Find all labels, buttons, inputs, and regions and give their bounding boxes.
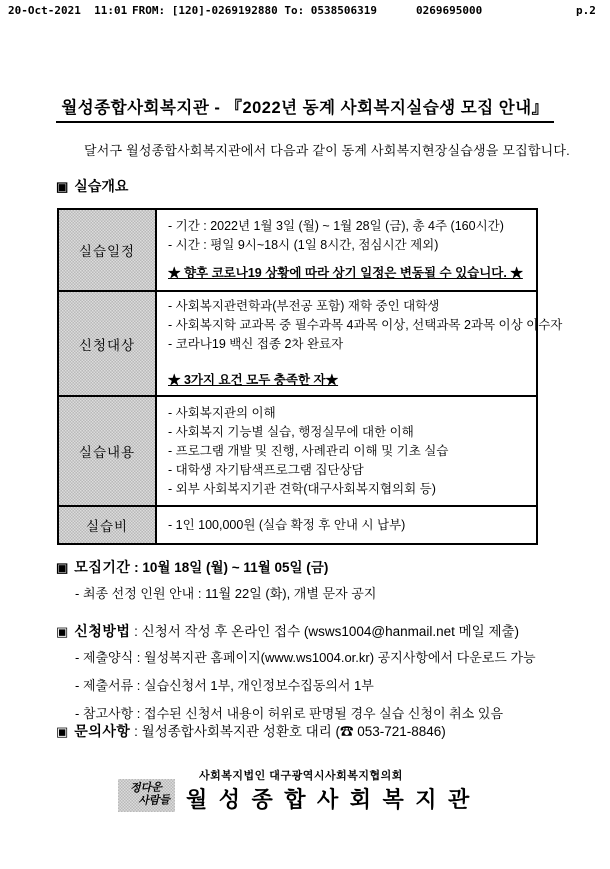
organization-logo [118, 779, 175, 812]
application-note-line: - 참고사항 : 접수된 신청서 내용이 허위로 판명될 경우 실습 신청이 취소 있음 [75, 706, 504, 721]
square-bullet-icon: ▣ [56, 724, 69, 739]
practice-overview-table [57, 208, 563, 545]
fax-from-to: FROM: [120]-0269192880 To: 0538506319 [132, 4, 378, 17]
contact-info: : 월성종합사회복지관 성환호 대리 (☎ 053-721-8846) [130, 724, 446, 739]
recruitment-final-notice: - 최종 선정 인원 안내 : 11월 22일 (화), 개별 문자 공지 [75, 586, 377, 601]
footer-corporation-text: 사회복지법인 대구광역시사회복지협의회 [199, 770, 403, 782]
schedule-line-period: - 기간 : 2022년 1월 3일 (월) ~ 1월 28일 (금), 총 4주 (160시간) [168, 219, 504, 233]
section-recruitment-period [56, 556, 376, 605]
intro-text: 달서구 월성종합사회복지관에서 다음과 같이 동계 사회복지현장실습생을 모집합니다. [84, 143, 570, 158]
logo-text-line1: 정다운 [129, 781, 163, 795]
section-application-method [56, 620, 536, 725]
table-row-contents [58, 396, 537, 506]
application-label: 신청방법 [74, 623, 131, 639]
table-row-eligibility [58, 291, 537, 396]
organization-name: 월성종합사회복지관 [186, 787, 481, 812]
fax-transmission-header [0, 4, 610, 20]
fax-number: 0269695000 [416, 4, 483, 17]
row-label-fee: 실습비 [58, 506, 156, 544]
square-bullet-icon: ▣ [56, 624, 69, 639]
schedule-line-hours: - 시간 : 평일 9시~18시 (1일 8시간, 점심시간 제외) [168, 238, 439, 252]
row-label-eligibility: 신청대상 [58, 291, 156, 396]
contents-line-1: - 사회복지관의 이해 [168, 405, 276, 420]
eligibility-line-2: - 사회복지학 교과목 중 필수과목 4과목 이상, 선택과목 2과목 이상 이수자 [168, 318, 563, 332]
square-bullet-icon: ▣ [56, 179, 69, 194]
fax-page-number: p.2 [576, 4, 596, 17]
row-content-schedule [156, 209, 537, 291]
recruitment-label: 모집기간 [74, 559, 131, 575]
eligibility-requirements-note: ★ 3가지 요건 모두 충족한 자★ [168, 373, 339, 387]
table-row-fee [58, 506, 537, 544]
contact-label: 문의사항 [74, 723, 131, 739]
contents-line-5: - 외부 사회복지기관 견학(대구사회복지협의회 등) [168, 481, 436, 496]
row-label-contents: 실습내용 [58, 396, 156, 506]
eligibility-line-3: - 코라나19 백신 접종 2차 완료자 [168, 337, 344, 351]
square-bullet-icon: ▣ [56, 560, 69, 575]
recruitment-dates: : 10월 18일 (월) ~ 11월 05일 (금) [130, 560, 329, 575]
document-title-wrap [0, 94, 610, 123]
section-contact [56, 720, 446, 741]
document-title: 월성종합사회복지관 - 『2022년 동계 사회복지실습생 모집 안내』 [56, 94, 553, 123]
fee-line: - 1인 100,000원 (실습 확정 후 안내 시 납부) [168, 517, 406, 532]
overview-heading-label: 실습개요 [74, 178, 129, 194]
overview-heading [56, 176, 128, 196]
recruitment-heading [56, 556, 376, 577]
application-documents-line: - 제출서류 : 실습신청서 1부, 개인정보수집동의서 1부 [75, 678, 374, 693]
row-content-fee [156, 506, 537, 544]
contact-heading [56, 720, 446, 741]
row-content-eligibility [156, 291, 563, 396]
contents-line-4: - 대학생 자기탐색프로그램 집단상담 [168, 462, 364, 477]
application-heading [56, 620, 536, 641]
contents-line-3: - 프로그램 개발 및 진행, 사례관리 이해 및 기초 실습 [168, 443, 449, 458]
application-method-text: : 신청서 작성 후 온라인 접수 (wsws1004@hanmail.net 메일 제출) [130, 624, 520, 639]
table-row-schedule [58, 209, 537, 291]
row-label-schedule: 실습일정 [58, 209, 156, 291]
row-content-contents [156, 396, 537, 506]
fax-datetime: 20-Oct-2021 11:01 [8, 4, 128, 17]
logo-text-line2: 사람들 [137, 794, 171, 808]
contents-line-2: - 사회복지 기능별 실습, 행정실무에 대한 이해 [168, 424, 414, 439]
schedule-covid-note: ★ 향후 코로나19 상황에 따라 상기 일정은 변동될 수 있습니다. ★ [168, 266, 523, 280]
eligibility-line-1: - 사회복지관련학과(부전공 포함) 재학 중인 대학생 [168, 299, 440, 313]
application-form-line: - 제출양식 : 월성복지관 홈페이지(www.ws1004.or.kr) 공지사항에서 다운로드 가능 [75, 650, 536, 665]
